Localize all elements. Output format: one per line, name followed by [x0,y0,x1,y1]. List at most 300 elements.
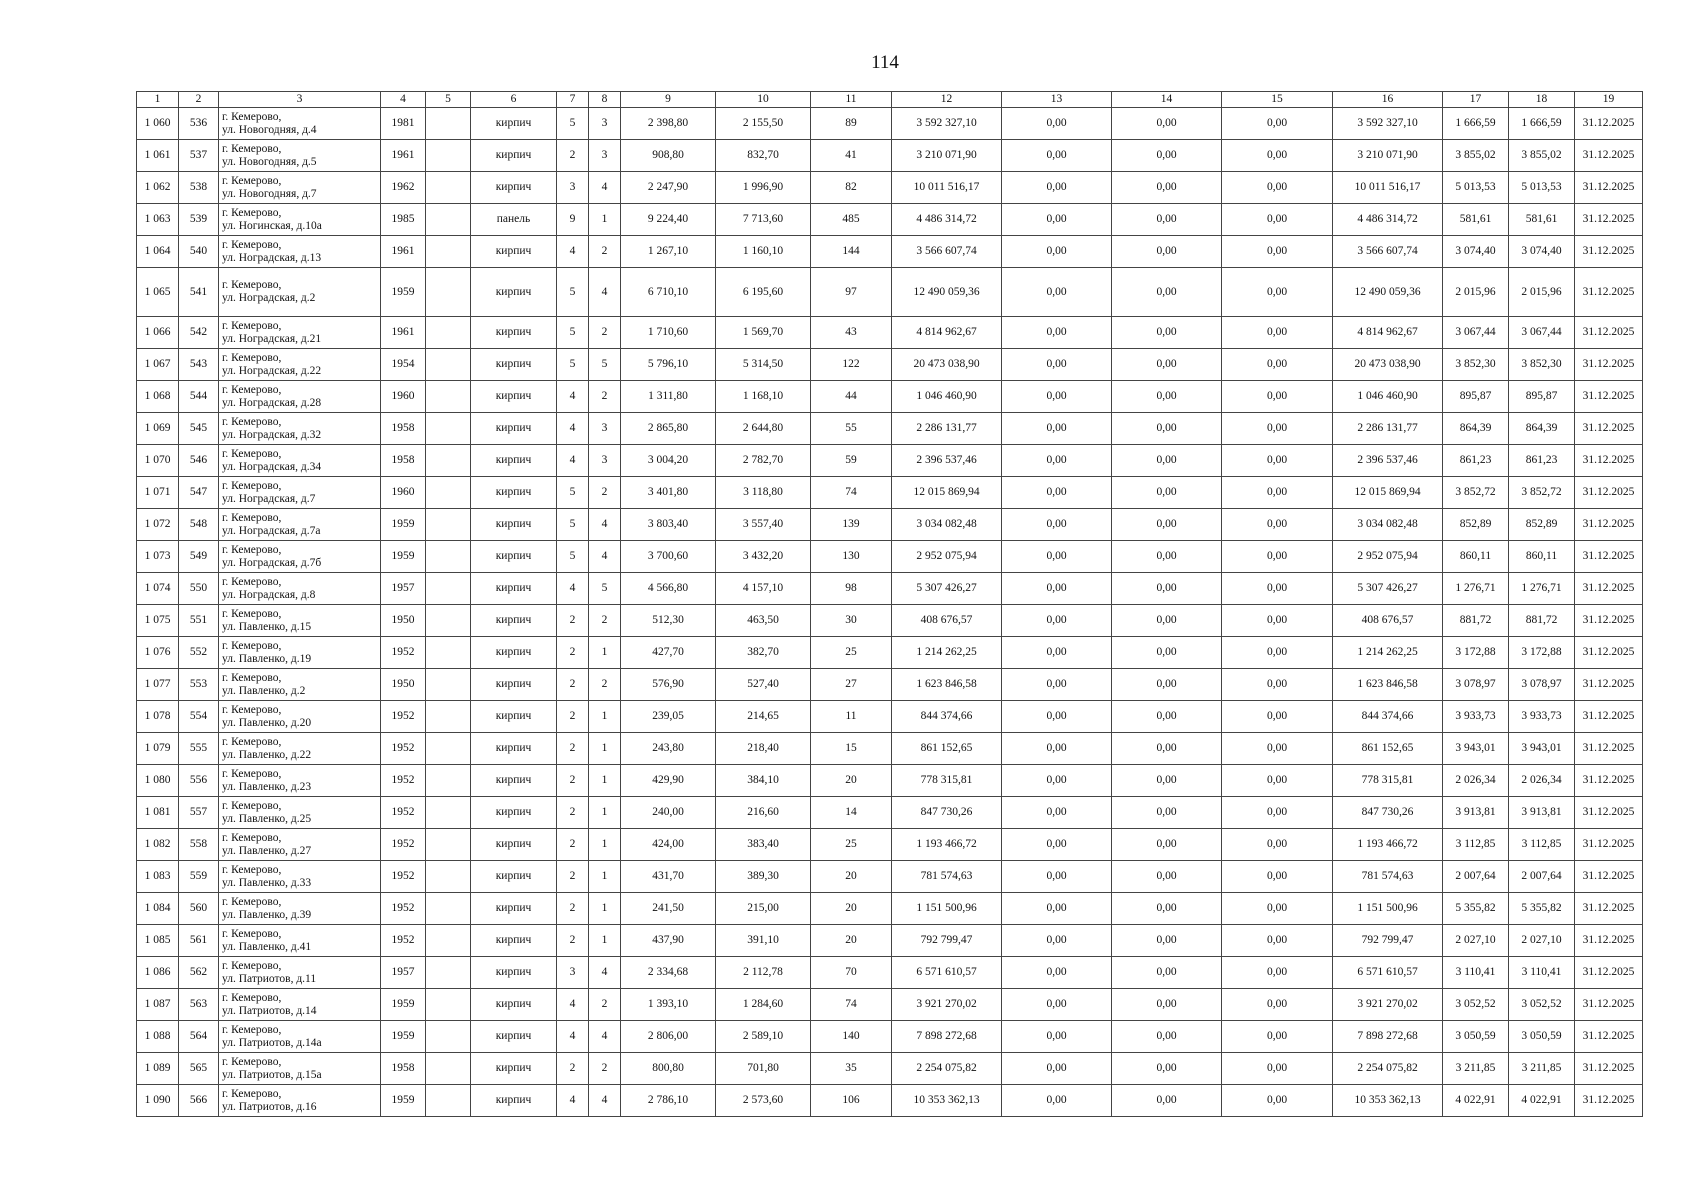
cell-col-13: 0,00 [1002,797,1112,829]
cell-col-11: 55 [811,413,892,445]
cell-col-5 [426,637,471,669]
column-header-8: 8 [589,92,621,108]
cell-col-2: 537 [179,140,219,172]
cell-col-13: 0,00 [1002,701,1112,733]
cell-col-8: 3 [589,445,621,477]
cell-col-6: кирпич [471,605,557,637]
cell-col-9: 5 796,10 [621,349,716,381]
cell-col-5 [426,268,471,317]
cell-col-11: 11 [811,701,892,733]
cell-col-2: 547 [179,477,219,509]
cell-col-17: 5 355,82 [1443,893,1509,925]
cell-col-5 [426,317,471,349]
cell-col-10: 382,70 [716,637,811,669]
cell-col-4: 1960 [381,477,426,509]
address-cell [219,349,381,381]
address-street: ул. Ноградская, д.8 [222,588,316,601]
cell-col-4: 1959 [381,1085,426,1117]
cell-col-7: 2 [557,701,589,733]
cell-col-12: 844 374,66 [892,701,1002,733]
cell-col-7: 5 [557,268,589,317]
cell-col-1: 1 079 [137,733,179,765]
cell-col-17: 2 027,10 [1443,925,1509,957]
cell-col-12: 4 814 962,67 [892,317,1002,349]
cell-col-1: 1 081 [137,797,179,829]
cell-col-14: 0,00 [1112,204,1222,236]
cell-col-18: 3 933,73 [1509,701,1575,733]
cell-col-15: 0,00 [1222,1053,1333,1085]
cell-col-9: 800,80 [621,1053,716,1085]
address-street: ул. Ноградская, д.22 [222,364,322,377]
cell-col-11: 122 [811,349,892,381]
address-city: г. Кемерово, [222,319,282,332]
address-city: г. Кемерово, [222,142,282,155]
column-header-19: 19 [1575,92,1643,108]
cell-col-4: 1958 [381,1053,426,1085]
cell-col-5 [426,733,471,765]
cell-col-14: 0,00 [1112,140,1222,172]
column-header-10: 10 [716,92,811,108]
address-street: ул. Ноградская, д.28 [222,396,322,409]
cell-col-9: 9 224,40 [621,204,716,236]
cell-col-18: 3 943,01 [1509,733,1575,765]
cell-col-9: 576,90 [621,669,716,701]
cell-col-1: 1 063 [137,204,179,236]
cell-col-18: 2 015,96 [1509,268,1575,317]
cell-col-6: кирпич [471,925,557,957]
cell-col-11: 144 [811,236,892,268]
address-city: г. Кемерово, [222,735,282,748]
cell-col-2: 559 [179,861,219,893]
cell-col-12: 10 353 362,13 [892,1085,1002,1117]
cell-col-2: 557 [179,797,219,829]
cell-col-15: 0,00 [1222,701,1333,733]
cell-col-5 [426,204,471,236]
cell-col-17: 3 852,30 [1443,349,1509,381]
cell-col-4: 1952 [381,829,426,861]
cell-col-8: 4 [589,268,621,317]
cell-col-4: 1952 [381,765,426,797]
cell-col-4: 1961 [381,140,426,172]
address-cell [219,957,381,989]
table-row [137,637,1643,669]
cell-col-14: 0,00 [1112,861,1222,893]
cell-col-12: 1 151 500,96 [892,893,1002,925]
cell-col-10: 2 644,80 [716,413,811,445]
cell-col-18: 861,23 [1509,445,1575,477]
cell-col-11: 74 [811,989,892,1021]
cell-col-7: 4 [557,445,589,477]
cell-col-12: 3 566 607,74 [892,236,1002,268]
cell-col-1: 1 070 [137,445,179,477]
cell-col-7: 5 [557,317,589,349]
cell-col-17: 861,23 [1443,445,1509,477]
cell-col-12: 4 486 314,72 [892,204,1002,236]
cell-col-18: 5 355,82 [1509,893,1575,925]
table-row [137,797,1643,829]
cell-col-9: 431,70 [621,861,716,893]
table-row [137,509,1643,541]
cell-col-16: 12 015 869,94 [1333,477,1443,509]
cell-col-6: кирпич [471,541,557,573]
cell-col-12: 2 952 075,94 [892,541,1002,573]
column-number-row [137,92,1643,108]
cell-col-16: 1 193 466,72 [1333,829,1443,861]
cell-col-13: 0,00 [1002,1053,1112,1085]
cell-col-8: 1 [589,797,621,829]
cell-col-4: 1959 [381,268,426,317]
cell-col-14: 0,00 [1112,1085,1222,1117]
cell-col-19: 31.12.2025 [1575,1085,1643,1117]
cell-col-9: 1 267,10 [621,236,716,268]
address-cell [219,765,381,797]
cell-col-16: 2 286 131,77 [1333,413,1443,445]
column-header-2: 2 [179,92,219,108]
cell-col-19: 31.12.2025 [1575,797,1643,829]
cell-col-2: 546 [179,445,219,477]
cell-col-14: 0,00 [1112,172,1222,204]
cell-col-18: 3 852,72 [1509,477,1575,509]
address-city: г. Кемерово, [222,959,282,972]
address-city: г. Кемерово, [222,607,282,620]
address-city: г. Кемерово, [222,238,282,251]
cell-col-10: 1 160,10 [716,236,811,268]
cell-col-5 [426,605,471,637]
cell-col-16: 10 011 516,17 [1333,172,1443,204]
cell-col-17: 3 052,52 [1443,989,1509,1021]
cell-col-17: 3 913,81 [1443,797,1509,829]
cell-col-8: 1 [589,829,621,861]
cell-col-12: 1 046 460,90 [892,381,1002,413]
address-city: г. Кемерово, [222,799,282,812]
column-header-18: 18 [1509,92,1575,108]
cell-col-9: 4 566,80 [621,573,716,605]
address-street: ул. Патриотов, д.16 [222,1100,317,1113]
cell-col-5 [426,1021,471,1053]
table-row [137,925,1643,957]
cell-col-12: 12 490 059,36 [892,268,1002,317]
cell-col-6: кирпич [471,1085,557,1117]
cell-col-11: 25 [811,829,892,861]
cell-col-9: 6 710,10 [621,268,716,317]
cell-col-10: 1 284,60 [716,989,811,1021]
cell-col-11: 97 [811,268,892,317]
cell-col-16: 2 396 537,46 [1333,445,1443,477]
address-cell [219,172,381,204]
cell-col-17: 3 943,01 [1443,733,1509,765]
cell-col-9: 3 401,80 [621,477,716,509]
address-cell [219,669,381,701]
cell-col-19: 31.12.2025 [1575,669,1643,701]
cell-col-10: 2 782,70 [716,445,811,477]
table-row [137,733,1643,765]
cell-col-13: 0,00 [1002,317,1112,349]
cell-col-10: 3 118,80 [716,477,811,509]
table-row [137,172,1643,204]
table-row [137,236,1643,268]
cell-col-13: 0,00 [1002,140,1112,172]
address-cell [219,477,381,509]
column-header-4: 4 [381,92,426,108]
cell-col-9: 239,05 [621,701,716,733]
column-header-15: 15 [1222,92,1333,108]
cell-col-6: кирпич [471,669,557,701]
cell-col-4: 1950 [381,605,426,637]
address-street: ул. Павленко, д.20 [222,716,312,729]
address-city: г. Кемерово, [222,671,282,684]
cell-col-2: 555 [179,733,219,765]
cell-col-19: 31.12.2025 [1575,605,1643,637]
cell-col-10: 832,70 [716,140,811,172]
cell-col-5 [426,893,471,925]
cell-col-11: 27 [811,669,892,701]
cell-col-9: 2 786,10 [621,1085,716,1117]
cell-col-18: 3 211,85 [1509,1053,1575,1085]
address-cell [219,1021,381,1053]
cell-col-17: 1 276,71 [1443,573,1509,605]
cell-col-16: 4 486 314,72 [1333,204,1443,236]
cell-col-13: 0,00 [1002,1021,1112,1053]
address-cell [219,797,381,829]
cell-col-7: 2 [557,605,589,637]
cell-col-14: 0,00 [1112,989,1222,1021]
address-city: г. Кемерово, [222,110,282,123]
cell-col-18: 3 052,52 [1509,989,1575,1021]
cell-col-16: 3 034 082,48 [1333,509,1443,541]
cell-col-2: 561 [179,925,219,957]
cell-col-2: 566 [179,1085,219,1117]
address-city: г. Кемерово, [222,927,282,940]
cell-col-4: 1961 [381,236,426,268]
cell-col-13: 0,00 [1002,637,1112,669]
cell-col-4: 1957 [381,573,426,605]
cell-col-9: 241,50 [621,893,716,925]
cell-col-17: 3 074,40 [1443,236,1509,268]
cell-col-16: 12 490 059,36 [1333,268,1443,317]
cell-col-10: 3 432,20 [716,541,811,573]
cell-col-18: 3 852,30 [1509,349,1575,381]
cell-col-12: 1 623 846,58 [892,669,1002,701]
cell-col-9: 1 710,60 [621,317,716,349]
cell-col-13: 0,00 [1002,204,1112,236]
table-row [137,989,1643,1021]
cell-col-18: 3 074,40 [1509,236,1575,268]
cell-col-15: 0,00 [1222,765,1333,797]
cell-col-17: 864,39 [1443,413,1509,445]
cell-col-18: 4 022,91 [1509,1085,1575,1117]
cell-col-5 [426,829,471,861]
table-row [137,445,1643,477]
cell-col-5 [426,1085,471,1117]
address-cell [219,413,381,445]
address-cell [219,509,381,541]
cell-col-8: 4 [589,541,621,573]
address-city: г. Кемерово, [222,279,282,291]
cell-col-15: 0,00 [1222,669,1333,701]
address-street: ул. Павленко, д.25 [222,812,312,825]
cell-col-6: кирпич [471,477,557,509]
cell-col-6: панель [471,204,557,236]
cell-col-7: 5 [557,509,589,541]
cell-col-1: 1 080 [137,765,179,797]
cell-col-16: 6 571 610,57 [1333,957,1443,989]
cell-col-14: 0,00 [1112,1021,1222,1053]
cell-col-9: 512,30 [621,605,716,637]
cell-col-11: 139 [811,509,892,541]
cell-col-11: 20 [811,925,892,957]
address-city: г. Кемерово, [222,1055,282,1068]
cell-col-13: 0,00 [1002,268,1112,317]
cell-col-19: 31.12.2025 [1575,989,1643,1021]
cell-col-6: кирпич [471,172,557,204]
cell-col-6: кирпич [471,861,557,893]
cell-col-19: 31.12.2025 [1575,829,1643,861]
cell-col-1: 1 069 [137,413,179,445]
cell-col-1: 1 072 [137,509,179,541]
cell-col-16: 781 574,63 [1333,861,1443,893]
cell-col-6: кирпич [471,957,557,989]
address-city: г. Кемерово, [222,543,282,556]
cell-col-8: 1 [589,637,621,669]
cell-col-7: 2 [557,733,589,765]
cell-col-14: 0,00 [1112,733,1222,765]
cell-col-2: 542 [179,317,219,349]
cell-col-4: 1958 [381,413,426,445]
address-city: г. Кемерово, [222,895,282,908]
cell-col-9: 243,80 [621,733,716,765]
cell-col-17: 2 007,64 [1443,861,1509,893]
cell-col-8: 1 [589,861,621,893]
cell-col-5 [426,236,471,268]
cell-col-1: 1 077 [137,669,179,701]
cell-col-14: 0,00 [1112,765,1222,797]
cell-col-19: 31.12.2025 [1575,957,1643,989]
cell-col-18: 860,11 [1509,541,1575,573]
address-city: г. Кемерово, [222,703,282,716]
cell-col-12: 781 574,63 [892,861,1002,893]
cell-col-19: 31.12.2025 [1575,268,1643,317]
address-cell [219,381,381,413]
cell-col-18: 3 172,88 [1509,637,1575,669]
table-row [137,765,1643,797]
cell-col-12: 847 730,26 [892,797,1002,829]
cell-col-11: 41 [811,140,892,172]
cell-col-19: 31.12.2025 [1575,1021,1643,1053]
cell-col-19: 31.12.2025 [1575,445,1643,477]
cell-col-7: 2 [557,893,589,925]
cell-col-16: 778 315,81 [1333,765,1443,797]
cell-col-17: 2 015,96 [1443,268,1509,317]
cell-col-19: 31.12.2025 [1575,637,1643,669]
cell-col-16: 861 152,65 [1333,733,1443,765]
cell-col-18: 3 855,02 [1509,140,1575,172]
cell-col-9: 2 806,00 [621,1021,716,1053]
cell-col-5 [426,349,471,381]
cell-col-11: 20 [811,893,892,925]
cell-col-13: 0,00 [1002,925,1112,957]
table-row [137,140,1643,172]
address-cell [219,925,381,957]
cell-col-6: кирпич [471,989,557,1021]
cell-col-7: 2 [557,861,589,893]
cell-col-6: кирпич [471,797,557,829]
cell-col-18: 3 067,44 [1509,317,1575,349]
cell-col-5 [426,140,471,172]
cell-col-13: 0,00 [1002,669,1112,701]
cell-col-5 [426,1053,471,1085]
cell-col-17: 881,72 [1443,605,1509,637]
cell-col-7: 2 [557,829,589,861]
cell-col-1: 1 065 [137,268,179,317]
cell-col-14: 0,00 [1112,669,1222,701]
cell-col-17: 3 211,85 [1443,1053,1509,1085]
cell-col-15: 0,00 [1222,268,1333,317]
cell-col-12: 2 286 131,77 [892,413,1002,445]
cell-col-6: кирпич [471,509,557,541]
cell-col-11: 82 [811,172,892,204]
cell-col-11: 70 [811,957,892,989]
column-header-13: 13 [1002,92,1112,108]
cell-col-17: 3 112,85 [1443,829,1509,861]
column-header-16: 16 [1333,92,1443,108]
cell-col-4: 1961 [381,317,426,349]
cell-col-1: 1 066 [137,317,179,349]
cell-col-1: 1 071 [137,477,179,509]
cell-col-4: 1957 [381,957,426,989]
cell-col-16: 1 623 846,58 [1333,669,1443,701]
cell-col-12: 792 799,47 [892,925,1002,957]
cell-col-7: 3 [557,172,589,204]
address-street: ул. Павленко, д.39 [222,908,312,921]
table-header [137,92,1643,108]
cell-col-4: 1952 [381,797,426,829]
table-row [137,349,1643,381]
cell-col-17: 3 933,73 [1443,701,1509,733]
cell-col-19: 31.12.2025 [1575,317,1643,349]
cell-col-7: 2 [557,140,589,172]
cell-col-10: 383,40 [716,829,811,861]
cell-col-6: кирпич [471,733,557,765]
cell-col-12: 10 011 516,17 [892,172,1002,204]
cell-col-12: 2 254 075,82 [892,1053,1002,1085]
cell-col-12: 1 193 466,72 [892,829,1002,861]
address-city: г. Кемерово, [222,831,282,844]
cell-col-6: кирпич [471,573,557,605]
cell-col-12: 778 315,81 [892,765,1002,797]
cell-col-14: 0,00 [1112,893,1222,925]
table-row [137,893,1643,925]
cell-col-7: 5 [557,108,589,140]
cell-col-10: 1 569,70 [716,317,811,349]
cell-col-18: 581,61 [1509,204,1575,236]
cell-col-14: 0,00 [1112,413,1222,445]
cell-col-17: 3 067,44 [1443,317,1509,349]
address-cell [219,861,381,893]
cell-col-4: 1958 [381,445,426,477]
cell-col-11: 30 [811,605,892,637]
cell-col-10: 2 112,78 [716,957,811,989]
cell-col-10: 389,30 [716,861,811,893]
cell-col-5 [426,989,471,1021]
cell-col-1: 1 078 [137,701,179,733]
cell-col-15: 0,00 [1222,637,1333,669]
cell-col-10: 215,00 [716,893,811,925]
cell-col-2: 543 [179,349,219,381]
cell-col-11: 98 [811,573,892,605]
cell-col-16: 792 799,47 [1333,925,1443,957]
cell-col-8: 2 [589,669,621,701]
cell-col-13: 0,00 [1002,541,1112,573]
